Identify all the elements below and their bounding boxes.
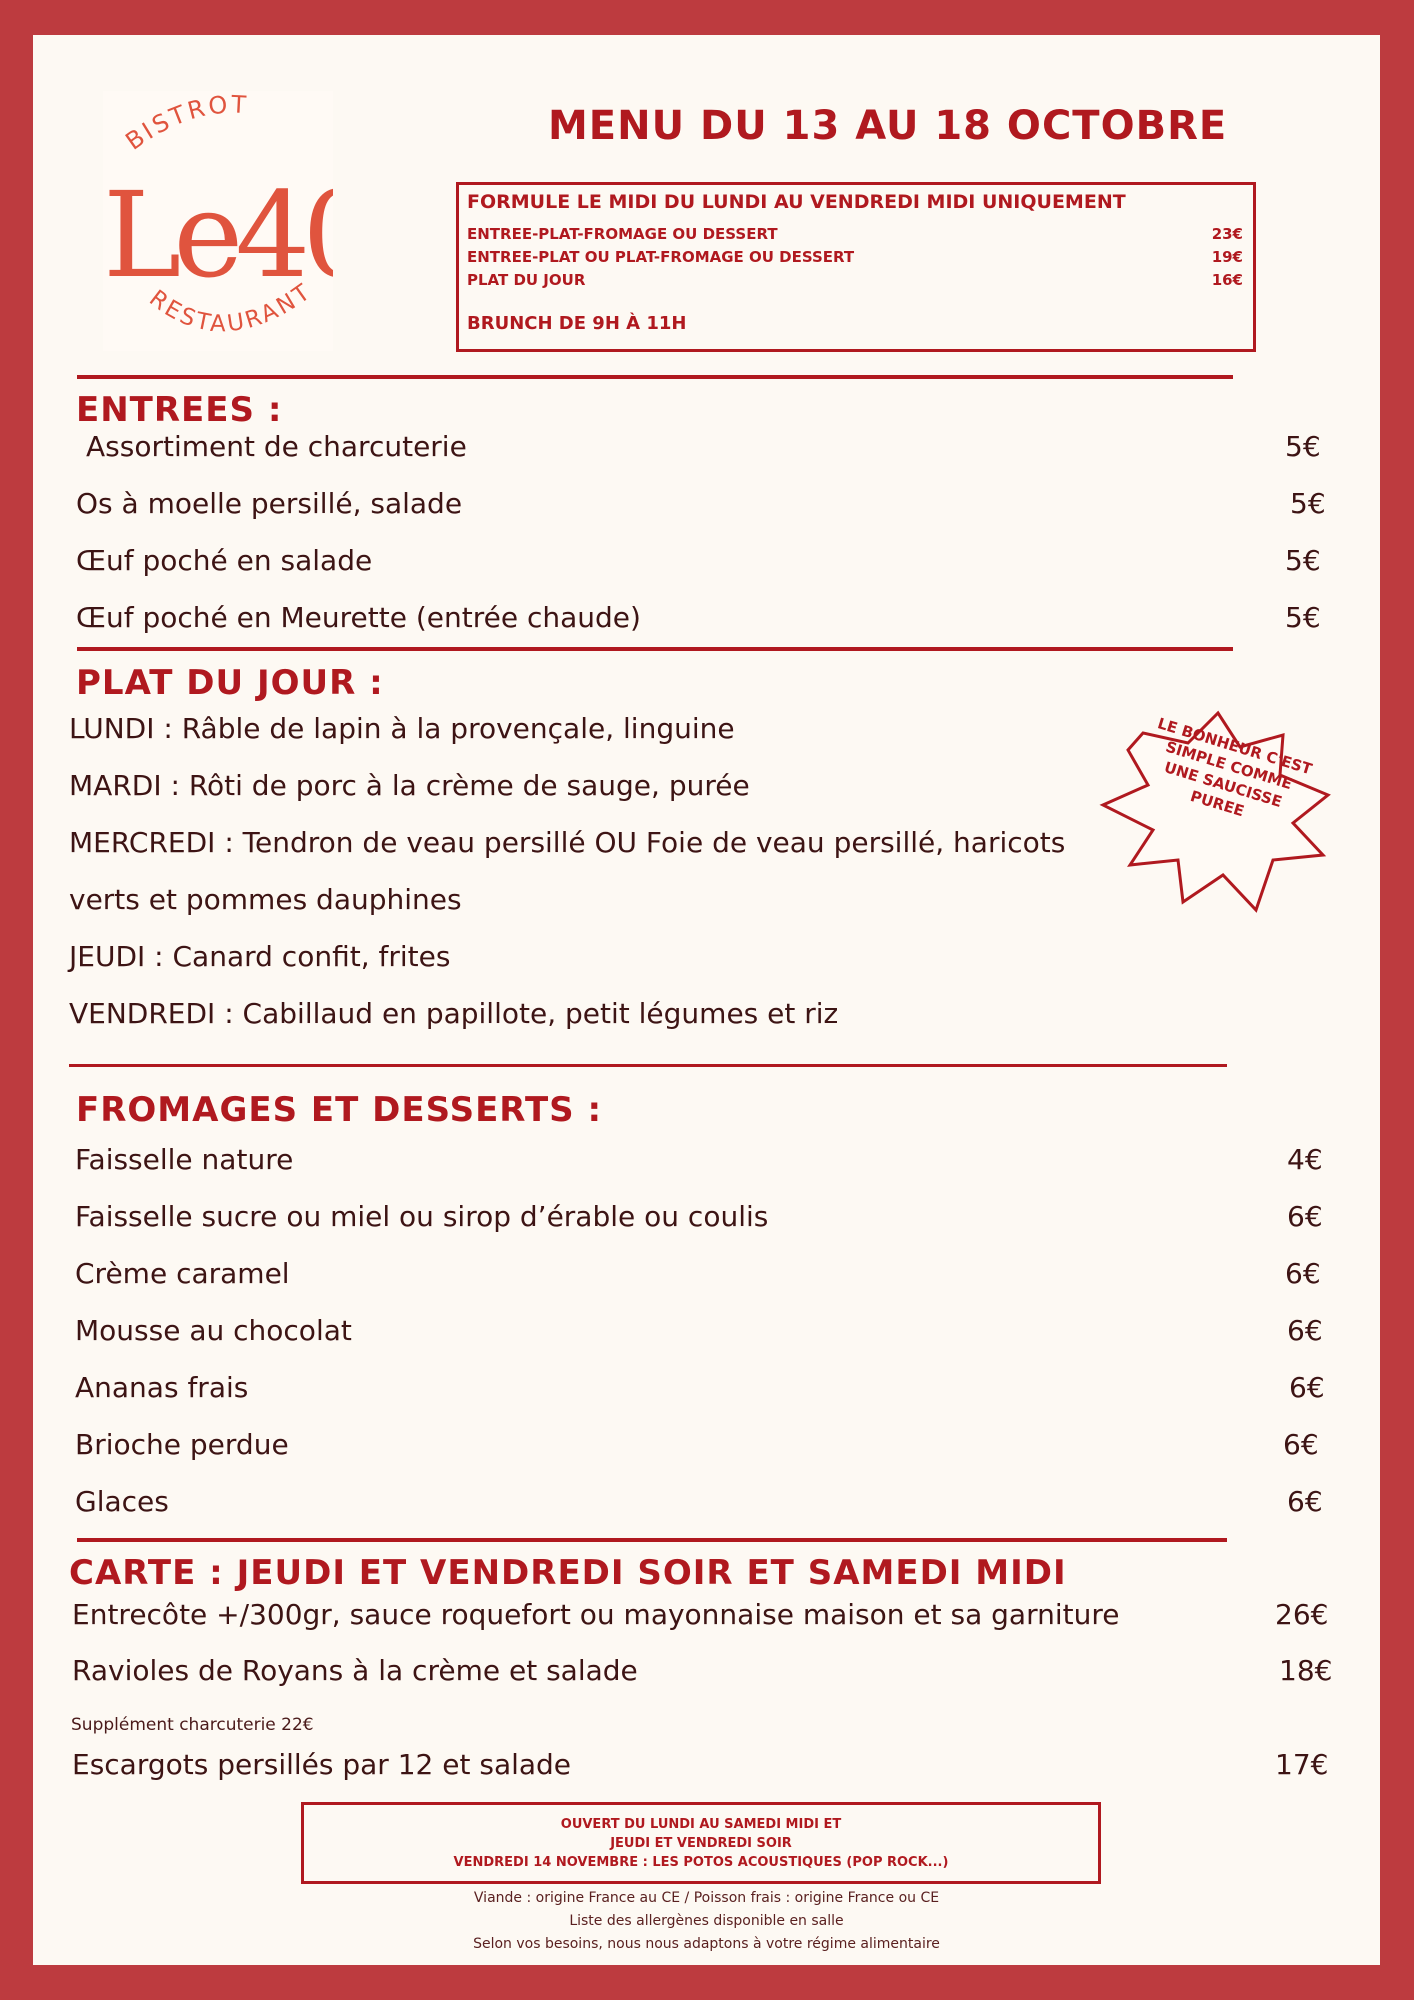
entree-price: 5€: [1290, 487, 1326, 520]
plat-line: verts et pommes dauphines: [69, 883, 462, 916]
dessert-item: Glaces: [75, 1485, 169, 1518]
entree-item: Œuf poché en salade: [76, 544, 373, 577]
carte-price: 18€: [1279, 1654, 1333, 1687]
dessert-price: 6€: [1283, 1428, 1319, 1461]
dessert-price: 6€: [1287, 1314, 1323, 1347]
entree-item: Os à moelle persillé, salade: [76, 487, 463, 520]
dessert-price: 6€: [1287, 1200, 1323, 1233]
dessert-item: Faisselle sucre ou miel ou sirop d’érable ou coulis: [75, 1200, 769, 1233]
restaurant-logo: [103, 91, 333, 351]
entree-item: Assortiment de charcuterie: [86, 430, 467, 463]
dessert-item: Crème caramel: [75, 1257, 290, 1290]
entree-price: 5€: [1285, 601, 1321, 634]
divider: [77, 1538, 1227, 1542]
menu-title: MENU DU 13 AU 18 OCTOBRE: [548, 103, 1228, 149]
svg-text:BISTROT: [120, 91, 249, 156]
carte-title: CARTE : JEUDI ET VENDREDI SOIR ET SAMEDI MIDI: [69, 1553, 1067, 1593]
diet-note: Selon vos besoins, nous nous adaptons à votre régime alimentaire: [473, 1936, 940, 1952]
menu-sheet: [33, 35, 1380, 1965]
logo-graphic: [103, 91, 333, 351]
dessert-item: Faisselle nature: [75, 1143, 294, 1176]
carte-item: Entrecôte +/300gr, sauce roquefort ou mayonnaise maison et sa garniture: [72, 1598, 1120, 1631]
formula-heading: FORMULE LE MIDI DU LUNDI AU VENDREDI MIDI UNIQUEMENT: [467, 191, 1126, 213]
entree-price: 5€: [1285, 544, 1321, 577]
opening-line: JEUDI ET VENDREDI SOIR: [610, 1836, 792, 1851]
formula-row-price: 23€: [1211, 225, 1243, 243]
carte-price: 17€: [1275, 1748, 1329, 1781]
event-line: VENDREDI 14 NOVEMBRE : LES POTOS ACOUSTIQUES (POP ROCK...): [453, 1855, 949, 1870]
logo-bottom-text: RESTAURANT: [144, 278, 318, 338]
formula-row-price: 19€: [1211, 248, 1243, 266]
allergens-note: Liste des allergènes disponible en salle: [569, 1913, 844, 1929]
dessert-price: 6€: [1289, 1371, 1325, 1404]
carte-item: Escargots persillés par 12 et salade: [72, 1748, 572, 1781]
dessert-price: 6€: [1285, 1257, 1321, 1290]
carte-item: Ravioles de Royans à la crème et salade: [72, 1654, 638, 1687]
opening-line: OUVERT DU LUNDI AU SAMEDI MIDI ET: [560, 1817, 842, 1832]
plat-line: LUNDI : Râble de lapin à la provençale, linguine: [69, 712, 735, 745]
supplement-note: Supplément charcuterie 22€: [71, 1715, 314, 1735]
divider: [77, 647, 1233, 651]
divider: [77, 375, 1233, 379]
opening-info-box: [301, 1802, 1101, 1884]
plat-line: VENDREDI : Cabillaud en papillote, petit légumes et riz: [69, 997, 839, 1030]
plat-line: MARDI : Rôti de porc à la crème de sauge, purée: [69, 769, 750, 802]
logo-top-text: BISTROT: [120, 91, 250, 156]
brunch-text: BRUNCH DE 9H À 11H: [467, 313, 687, 334]
dessert-item: Brioche perdue: [75, 1428, 289, 1461]
plat-line: JEUDI : Canard confit, frites: [69, 940, 451, 973]
divider: [69, 1064, 1227, 1067]
formula-row-label: ENTREE-PLAT-FROMAGE OU DESSERT: [467, 225, 778, 243]
dessert-price: 6€: [1287, 1485, 1323, 1518]
dessert-item: Ananas frais: [75, 1371, 249, 1404]
formula-row-price: 16€: [1211, 271, 1243, 289]
starburst-text: LE BONHEUR C'EST SIMPLE COMME UNE SAUCISSE PUREE: [1155, 714, 1315, 821]
desserts-title: FROMAGES ET DESSERTS :: [76, 1090, 603, 1130]
entree-item: Œuf poché en Meurette (entrée chaude): [76, 601, 641, 634]
carte-price: 26€: [1275, 1598, 1329, 1631]
plat-line: MERCREDI : Tendron de veau persillé OU Foie de veau persillé, haricots: [69, 826, 1066, 859]
entrees-title: ENTREES :: [76, 390, 283, 430]
formula-row-label: ENTREE-PLAT OU PLAT-FROMAGE OU DESSERT: [467, 248, 855, 266]
dessert-item: Mousse au chocolat: [75, 1314, 352, 1347]
logo-main-text: Le4: [103, 166, 303, 304]
dessert-price: 4€: [1287, 1143, 1323, 1176]
entree-price: 5€: [1285, 430, 1321, 463]
origin-note: Viande : origine France au CE / Poisson frais : origine France ou CE: [473, 1890, 940, 1906]
formula-row-label: PLAT DU JOUR: [467, 271, 586, 289]
plat-du-jour-title: PLAT DU JOUR :: [76, 663, 384, 703]
formula-box: [456, 182, 1256, 352]
